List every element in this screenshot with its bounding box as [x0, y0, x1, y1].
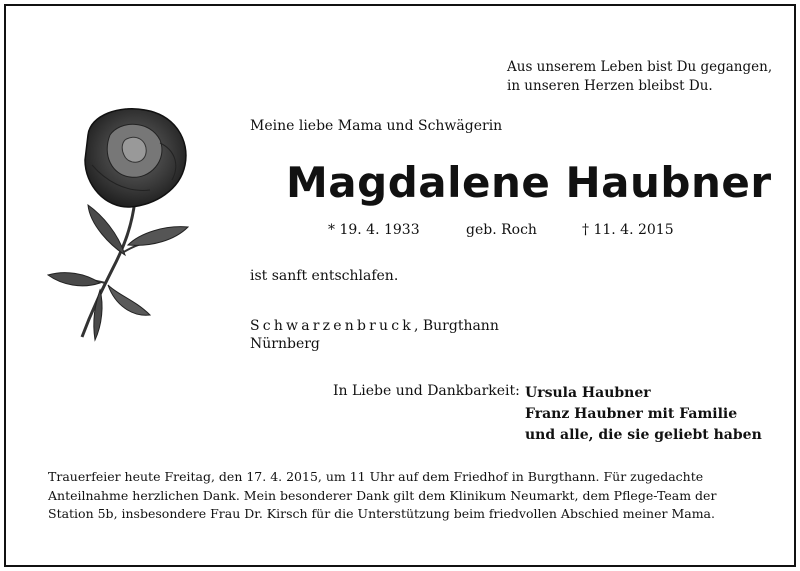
place-village-suffix: , Burgthann: [413, 318, 499, 334]
birth-date: * 19. 4. 1933: [328, 222, 420, 238]
maiden-name: geb. Roch: [466, 222, 537, 238]
motto-line-2: in unseren Herzen bleibst Du.: [507, 78, 713, 94]
mourner-2: Franz Haubner mit Familie: [525, 406, 738, 422]
rose-icon: [40, 105, 200, 345]
mourner-1: Ursula Haubner: [525, 385, 651, 401]
place-village: Schwarzenbruck: [250, 318, 414, 334]
intro-text: Meine liebe Mama und Schwägerin: [250, 118, 503, 134]
mourner-3: und alle, die sie geliebt haben: [525, 427, 762, 443]
thanks-label: In Liebe und Dankbarkeit:: [333, 383, 520, 399]
place-line-2: Nürnberg: [250, 336, 320, 352]
deceased-name: Magdalene Haubner: [286, 158, 772, 207]
place-line-1: [250, 318, 499, 334]
mourners-list: [525, 383, 762, 446]
motto: [507, 58, 772, 96]
funeral-notice: Trauerfeier heute Freitag, den 17. 4. 2015, um 11 Uhr auf dem Friedhof in Burgthann. Für zugedachte Anteilnahme herzlichen Dank. Mein besonderer Dank gilt dem Klinikum Neumarkt, dem Pflege-Team der Station 5b, insbesondere Frau Dr. Kirsch für die Unterstützung beim friedvollen Abschied meiner Mama.: [48, 469, 717, 521]
status-text: ist sanft entschlafen.: [250, 268, 399, 284]
motto-line-1: Aus unserem Leben bist Du gegangen,: [507, 59, 773, 75]
death-date: † 11. 4. 2015: [582, 222, 674, 238]
